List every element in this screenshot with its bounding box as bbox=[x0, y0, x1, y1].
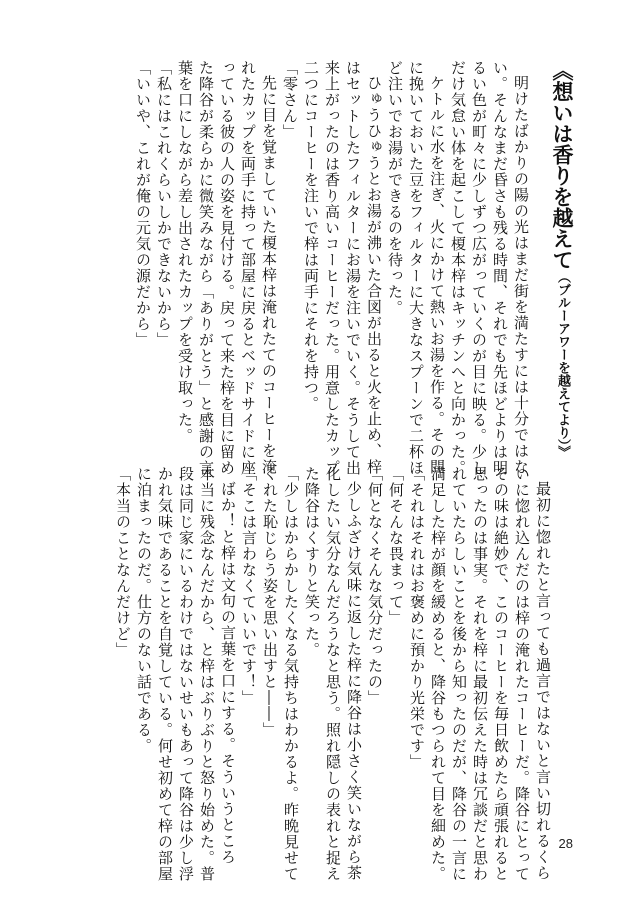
text-line: 段は同じ家にいるわけではないせいもあって降谷は少し浮 bbox=[177, 466, 195, 882]
text-line: ばか！と梓は文句の言葉を口にする。そういうところ bbox=[219, 481, 237, 865]
text-line: れていたらしいことを後から知ったのだが、降谷の一言に bbox=[450, 466, 468, 882]
text-line: れたカップを両手に持って部屋に戻るとベッドサイドに座 bbox=[239, 60, 257, 476]
text-line: 来上がったのは香り高いコーヒーだった。用意したカップ bbox=[323, 60, 341, 476]
text-line: 「そこは言わなくていいです！」 bbox=[240, 466, 258, 706]
text-line: くれた恥じらう姿を思い出すと――」 bbox=[261, 466, 279, 738]
text-line: 「少しはからかしたくなる気持ちはわかるよ。昨晩見せて bbox=[282, 466, 300, 882]
text-line: その味は絶妙で、このコーヒーを毎日飲めたら頑張れると bbox=[492, 466, 510, 882]
text-line: ケトルに水を注ぎ、火にかけて熱いお湯を作る。その間 bbox=[428, 75, 446, 475]
text-line: るい色が町々に少しずつ広がっていくのが目に映る。少し bbox=[470, 60, 488, 476]
text-line: 「何そんな畏まって」 bbox=[387, 466, 405, 626]
chapter-title-subtitle: （ブルーアワーを越えてより）》 bbox=[555, 270, 570, 459]
text-line: た降谷が柔らかに微笑みながら「ありがとう」と感謝の言 bbox=[197, 60, 215, 476]
text-line: に泊まったのだ。仕方のない話である。 bbox=[135, 466, 153, 754]
text-line: 思ったのは事実。それを梓に最初伝えた時は冗談だと思わ bbox=[471, 466, 489, 882]
text-line: 葉を口にしながら差し出されたカップを受け取った。 bbox=[176, 60, 194, 444]
text-line: 化したい気分なんだろうなと思う。照れ隠しの表れと捉え bbox=[324, 466, 342, 882]
text-line: 「それはそれはお褒めに預かり光栄です」 bbox=[408, 466, 426, 770]
text-line: ひゅうひゅうとお湯が沸いた合図が出ると火を止め、梓 bbox=[365, 75, 383, 475]
text-line: 「本当のことなんだけど」 bbox=[114, 466, 132, 658]
text-line: 「零さん」 bbox=[281, 60, 299, 140]
text-line: 「何となくそんな気分だったの」 bbox=[366, 466, 384, 706]
text-line: た降谷はくすりと笑った。 bbox=[303, 466, 321, 658]
text-line: 「いいや、これが俺の元気の源だから」 bbox=[134, 60, 152, 348]
text-line: 明けたばかりの陽の光はまだ街を満たすには十分ではな bbox=[512, 75, 530, 475]
text-line: 二つにコーヒーを注いで梓は両手にそれを持つ。 bbox=[302, 60, 320, 412]
text-line: 先に目を覚ましていた榎本梓は淹れたてのコーヒーを淹 bbox=[260, 75, 278, 475]
text-line: っている彼の人の姿を見付ける。戻って来た梓を目に留め bbox=[218, 60, 236, 476]
page-number: 28 bbox=[558, 836, 573, 851]
text-line: 満足した梓が顔を緩めると、降谷もつられて目を細めた。 bbox=[429, 466, 447, 882]
chapter-title-main: 《想いは香りを越えて bbox=[550, 60, 575, 270]
text-line: かれ気味であることを自覚している。何せ初めて梓の部屋 bbox=[156, 466, 174, 882]
text-line: 最初に惚れたと言っても過言ではないと言い切れるくら bbox=[534, 481, 552, 881]
text-line: 本当に残念なんだから、と梓はぶりぶりと怒り始めた。普 bbox=[198, 466, 216, 882]
text-line: ど注いでお湯ができるのを待った。 bbox=[386, 60, 404, 316]
chapter-title bbox=[550, 60, 577, 459]
text-line: い。そんなまだ昏さも残る時間、それでも先ほどよりは明 bbox=[491, 60, 509, 476]
text-line: 少しふざけ気味に返した梓に降谷は小さく笑いながら茶 bbox=[345, 481, 363, 881]
text-line: に挽いておいた豆をフィルターに大きなスプーンで二杯ほ bbox=[407, 60, 425, 476]
text-line: いに惚れ込んだのは梓の淹れたコーヒーだ。降谷にとって bbox=[513, 466, 531, 882]
text-line: 「私にはこれくらいしかできないから」 bbox=[155, 60, 173, 348]
text-line: だけ気怠い体を起こして榎本梓はキッチンへと向かった。 bbox=[449, 60, 467, 476]
text-line: はセットしたフィルターにお湯を注いでいく。そうして出 bbox=[344, 60, 362, 476]
